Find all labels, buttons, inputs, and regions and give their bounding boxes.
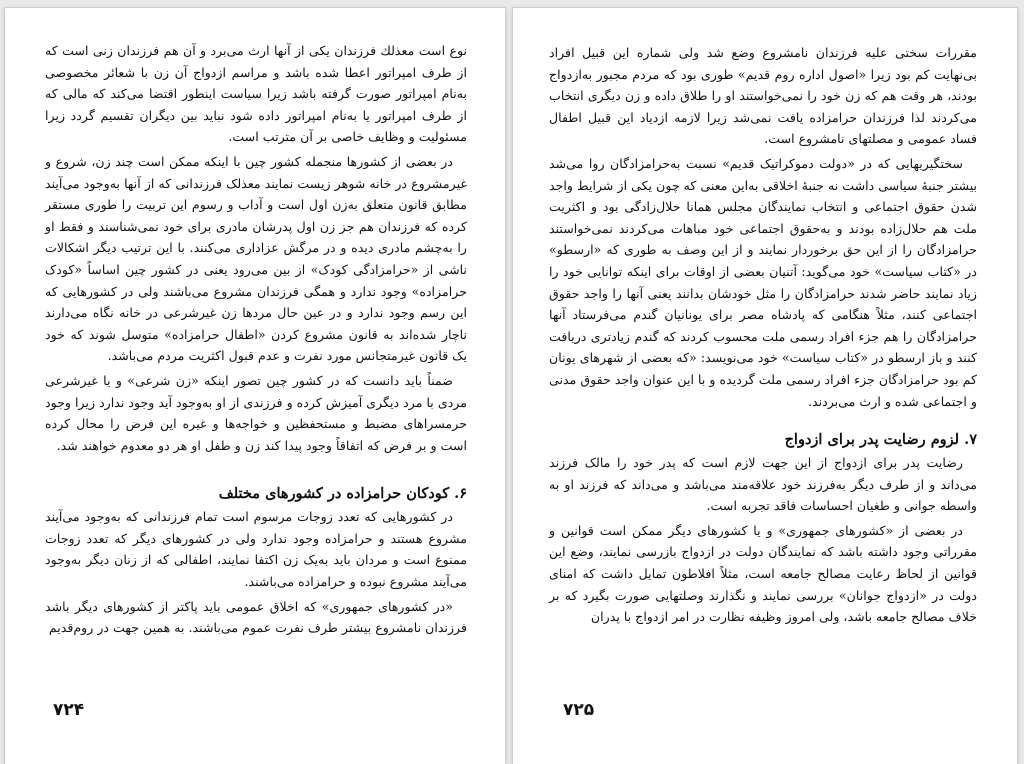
left-page <box>5 8 505 764</box>
left-paragraph-2: در بعضی از کشورها منجمله کشور چین با اینکه ممکن است چند زن، شروع و غیرمشروع در خانه شوهر زیست نمایند معذلک فرزندانی که از آنها به‌وجود می‌آیند مطابق قانون متعلق به‌زن اول است و آداب و رسوم این تربیت را طوری مستقر کرده که فرزندان هم جز زن اول پدرشان مادری برای خود نمی‌شناسند و فقط او را به‌چشم مادری دیده و در مرگش عزاداری می‌کنند. با این ترتیب دیگر اشکالات ناشی از «حرامزادگی کودک» از بین می‌رود یعنی در کشور چین اساساً «کودک حرامزاده» وجود ندارد و همگی فرزندان مشروع می‌باشند ولی در کشورهایی که این رسم وجود ندارد و در عین حال مردها زن غیرشرعی در خانه نگاه می‌دارند ناچار شده‌اند به قانون مشروع کردن «اطفال حرامزاده» متوسل شوند که خود یک قانون غیرمتجانس مورد نفرت و عدم قبول اکثریت مردم می‌باشد. <box>45 153 467 364</box>
left-paragraph-5: «در کشورهای جمهوری» که اخلاق عمومی باید پاکتر از کشورهای دیگر باشد فرزندان نامشروع بیشتر طرف نفرت عموم می‌باشند. به همین جهت در روم‌قدیم <box>45 598 467 636</box>
right-page-body <box>549 42 977 628</box>
left-paragraph-3: ضمناً باید دانست که در کشور چین تصور اینکه «زن شرعی» و یا غیرشرعی مردی با مرد دیگری آمیزش کرده و فرزندی از او به‌وجود آید وجود ندارد زیرا وجود حرمسراهای مضبط و مستحفظین و خواجه‌ها و غیره این فرض را محال کرده است و بر فرض که اتفاقاً وجود پیدا کند زن و طفل او هر دو معدوم خواهند شد. <box>45 372 467 453</box>
right-paragraph-2: سختگیریهایی که در «دولت دموکراتیک قدیم» نسبت به‌حرامزادگان روا می‌شد بیشتر جنبهٔ سیاسی داشت نه جنبهٔ اخلاقی به‌این معنی که چون یکی از شرایط واجد شدن حقوق اجتماعی و انتخاب نمایندگان مجلس همانا حلال‌زادگی بود و اکثریت ملت هم حلال‌زاده بودند و به‌حقوق اجتماعی خود مباهات می‌کردند نمی‌خواستند حرامزادگان را از این حق برخوردار نمایند و از این وصف به طوری که «ارسطو» در «کتاب سیاست» خود می‌گوید: آتنیان بعضی از اوقات برای اینکه توانایی خود را زیاد نمایند حاضر شدند حرامزادگان را مثل خودشان بدانند یعنی آنها را واجد حقوق اجتماعی کنند، مثلاً هنگامی که پادشاه مصر برای یونانیان گندم می‌فرستاد آنها حرامزادگان را هم جزء افراد رسمی ملت محسوب کردند که گندم زیادتری دریافت کنند و باز ارسطو در «کتاب سیاست» خود می‌نویسد: «که بعضی از شهرهای یونان کم بود حرامزادگان جزء افراد رسمی ملت گردیده و با این عنوان واجد حقوق مدنی و اجتماعی شده و ارث می‌بردند. <box>549 155 977 409</box>
page-number-left: ۷۲۴ <box>53 700 85 720</box>
right-paragraph-1: مقررات سختی علیه فرزندان نامشروع وضع شد ولی شماره این قبیل افراد بی‌نهایت کم بود زیرا «اصول اداره روم قدیم» طوری بود که مردم مجبور به‌ازدواج بودند، هر وقت هم که زن خود را نمی‌خواستند او را طلاق داده و زن دیگری انتخاب می‌کردند لذا فرزندان حرامزاده یافت نمی‌شد زیرا لازمه ازدیاد این قبیل اطفال فساد عمومی و مصلتهای نامشروع است. <box>549 45 977 147</box>
right-paragraph-3: رضایت پدر برای ازدواج از این جهت لازم است که پدر خود را مالک فرزند می‌داند و از طرف دیگر به‌فرزند خود علاقه‌مند می‌باشد و می‌داند که فرزند او به واسطه جوانی و طغیان احساسات فاقد تجربه است. <box>549 455 977 514</box>
right-page <box>513 8 1017 764</box>
right-paragraph-4: در بعضی از «کشورهای جمهوری» و یا کشورهای دیگر ممکن است قوانین و مقرراتی وجود داشته باشد که نمایندگان دولت در ازدواج بازرسی نمایند، وضع این قوانین از لحاظ رعایت مصالح جامعه است، مثلاً افلاطون تمایل داشت که امنای دولت در «ازدواج جوانان» بررسی نمایند و نگذارند وصلتهایی صورت بگیرد که بر خلاف مصالح جامعه باشد، ولی امروز وظیفه نظارت در امر ازدواج با پدران <box>549 522 977 625</box>
section-heading-7: ۷. لزوم رضایت پدر برای ازدواج <box>784 431 977 449</box>
left-paragraph-1: نوع است معذلك فرزندان یكی از آنها ارث می‌برد و آن هم فرزندان زنی است که از طرف امپراتور اعطا شده باشد و مراسم ازدواج آن زن با شعائر مخصوصی به‌نام امپراتور صورت گرفته باشد زیرا سیاست اینطور اقتضا می‌کند که مالی که از طرف امپراتور یا به‌نام امپراتور داده شود نباید بین دیگران تقسیم گردد زیرا مسئولیت و وظایف خاصی بر آن مترتب است. <box>45 43 467 145</box>
left-page-body <box>45 40 467 639</box>
section-heading-6: ۶. کودکان حرامزاده در کشورهای مختلف <box>218 485 467 503</box>
page-number-right: ۷۲۵ <box>563 700 595 720</box>
left-paragraph-4: در کشورهایی که تعدد زوجات مرسوم است تمام فرزندانی که به‌وجود می‌آیند مشروع هستند و حرامزاده وجود ندارد ولی در کشورهای دیگر که تعدد زوجات ممنوع است و مردان باید به‌یک زن اکتفا نمایند، اطفالی که از زنان دیگر به‌وجود می‌آیند مشروع نبوده و حرامزاده می‌باشند. <box>45 509 467 590</box>
